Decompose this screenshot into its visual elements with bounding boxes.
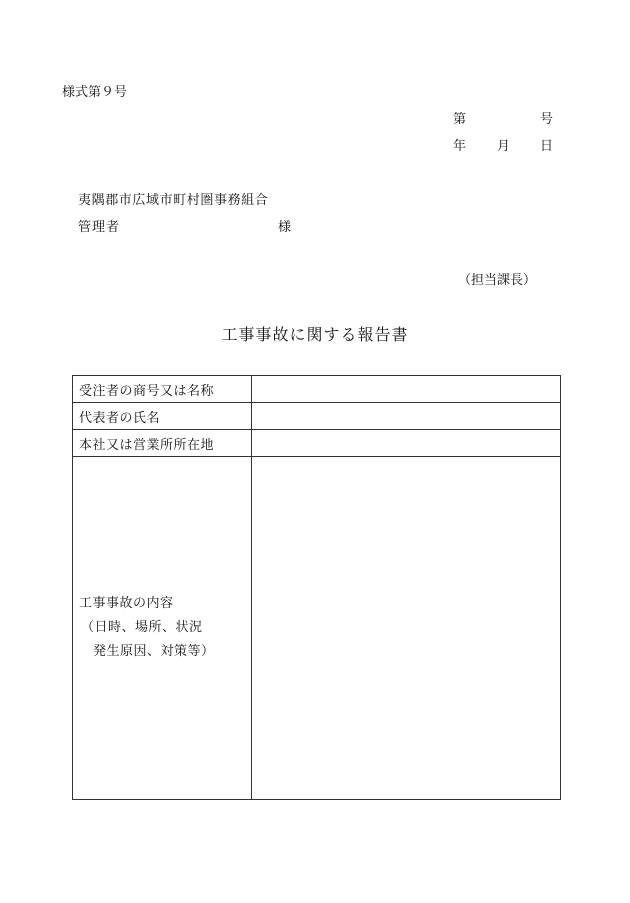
office-address-field[interactable] (252, 430, 561, 457)
report-table (72, 375, 561, 800)
contact-person-label: （担当課長） (458, 273, 537, 288)
date-day-label: 日 (540, 139, 554, 154)
accident-details-label-line: 工事事故の内容 (79, 596, 174, 611)
document-number-suffix: 号 (540, 112, 554, 127)
contractor-name-field[interactable] (252, 376, 561, 403)
office-address-label: 本社又は営業所所在地 (73, 430, 252, 457)
accident-details-label-line: （日時、場所、状況 (81, 620, 203, 635)
document-title: 工事事故に関する報告書 (221, 325, 409, 344)
date-year-label: 年 (453, 139, 467, 154)
representative-name-label: 代表者の氏名 (73, 403, 252, 430)
table-row (73, 376, 561, 403)
accident-details-field[interactable] (252, 457, 561, 800)
table-row (73, 403, 561, 430)
accident-details-label (73, 457, 252, 800)
document-number-prefix: 第 (453, 112, 467, 127)
addressee-honorific: 様 (278, 220, 292, 235)
table-row (73, 457, 561, 800)
date-month-label: 月 (497, 139, 511, 154)
accident-details-label-line: 発生原因、対策等） (93, 644, 215, 659)
contractor-name-label: 受注者の商号又は名称 (73, 376, 252, 403)
representative-name-field[interactable] (252, 403, 561, 430)
addressee-title: 管理者 (78, 220, 121, 235)
addressee-organization: 夷隅郡市広域市町村圏事務組合 (78, 193, 269, 208)
table-row (73, 430, 561, 457)
form-number: 様式第９号 (62, 85, 128, 100)
